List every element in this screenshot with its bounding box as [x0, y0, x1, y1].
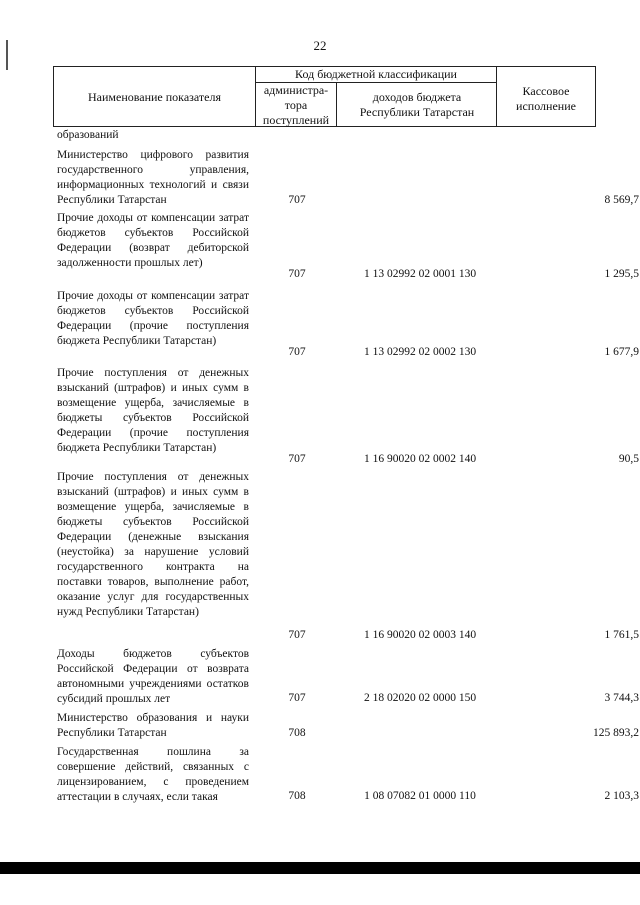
row-name: Министерство образования и науки Республики Татарстан [57, 712, 249, 739]
header-name-label: Наименование показателя [88, 90, 221, 104]
row-amount: 1 295,5 [604, 268, 639, 280]
row-name: Министерство цифрового развития государственного управления, информационных технологий и связи Республики Татарстан [57, 149, 249, 206]
row-income-code: 1 13 02992 02 0001 130 [363, 268, 477, 280]
row-name: Прочие поступления от денежных взысканий (штрафов) и иных сумм в возмещение ущерба, зачисляемые в бюджеты субъектов Российской Федерации (денежные взыскания (неустойка) за нарушение условий государственного контракта на поставки товаров, выполнение работ, оказание услуг для государственных нужд Республики Татарстан) [57, 471, 249, 618]
row-income-code: 2 18 02020 02 0000 150 [363, 692, 477, 704]
header-admin-label: администра- тора поступлений [262, 83, 330, 127]
row-admin-code: 707 [288, 268, 306, 280]
row-income-code: 1 16 90020 02 0003 140 [363, 629, 477, 641]
row-admin-code: 707 [288, 346, 306, 358]
row-admin-code: 707 [288, 692, 306, 704]
row-admin-code: 708 [288, 727, 306, 739]
row-name: Государственная пошлина за совершение действий, связанных с лицензированием, с проведением аттестации в случаях, если такая [57, 746, 249, 803]
row-admin-code: 707 [288, 629, 306, 641]
row-amount: 2 103,3 [604, 790, 639, 802]
row-amount: 125 893,2 [593, 727, 639, 739]
row-amount: 1 677,9 [604, 346, 639, 358]
row-amount: 1 761,5 [604, 629, 639, 641]
header-code-group-label: Код бюджетной классификации [295, 67, 457, 81]
row-name: Прочие доходы от компенсации затрат бюджетов субъектов Российской Федерации (прочие поступления бюджета Республики Татарстан) [57, 290, 249, 347]
page-number: 22 [313, 38, 327, 53]
row-admin-code: 708 [288, 790, 306, 802]
header-amount-label: Кассовое исполнение [516, 84, 576, 113]
header-income-label: доходов бюджета Республики Татарстан [359, 90, 475, 119]
row-name: образований [57, 129, 119, 141]
row-name: Прочие доходы от компенсации затрат бюджетов субъектов Российской Федерации (возврат дебиторской задолженности прошлых лет) [57, 212, 249, 269]
row-income-code: 1 13 02992 02 0002 130 [363, 346, 477, 358]
row-income-code: 1 08 07082 01 0000 110 [364, 790, 476, 802]
row-name: Доходы бюджетов субъектов Российской Федерации от возврата автономными учреждениями остатков субсидий прошлых лет [57, 648, 249, 705]
row-admin-code: 707 [288, 194, 306, 206]
row-income-code: 1 16 90020 02 0002 140 [363, 453, 477, 465]
row-amount: 8 569,7 [604, 194, 639, 206]
row-amount: 3 744,3 [604, 692, 639, 704]
row-name: Прочие поступления от денежных взысканий (штрафов) и иных сумм в возмещение ущерба, зачисляемые в бюджеты субъектов Российской Федерации (прочие поступления бюджета Республики Татарстан) [57, 367, 249, 454]
row-admin-code: 707 [288, 453, 306, 465]
scan-bottom-band [0, 862, 640, 874]
row-amount: 90,5 [618, 453, 639, 465]
